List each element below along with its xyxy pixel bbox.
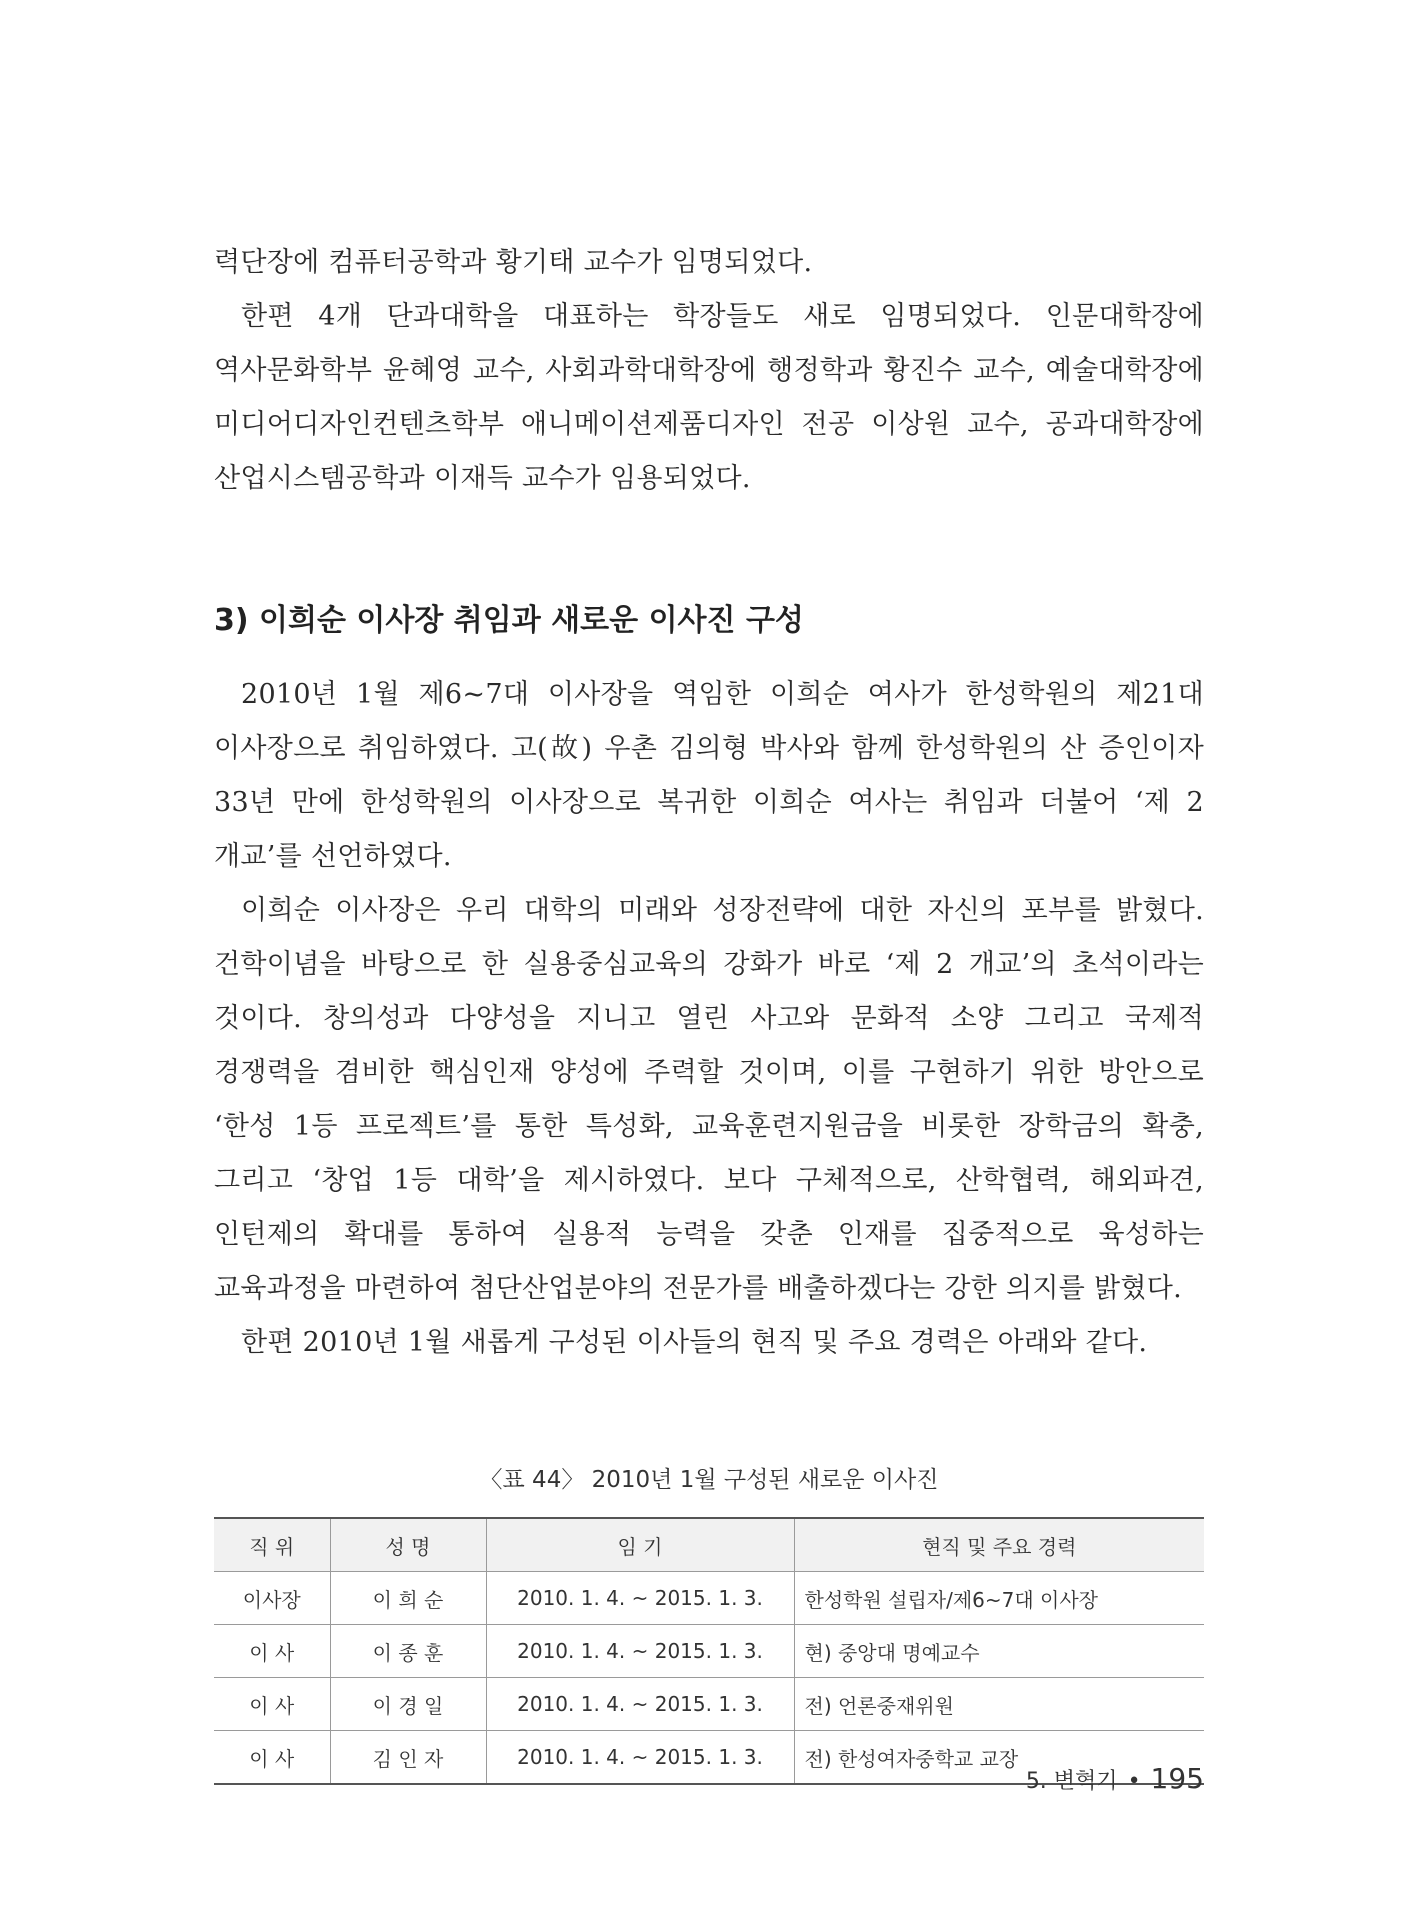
body-paragraph: 한편 4개 단과대학을 대표하는 학장들도 새로 임명되었다. 인문대학장에 역사문화학부 윤혜영 교수, 사회과학대학장에 행정학과 황진수 교수, 예술대학장에 미디어디자인컨텐츠학부 애니메이션제품디자인 전공 이상원 교수, 공과대학장에 산업시스템공학과 이재득 교수가 임용되었다.	[214, 301, 1204, 494]
board-members-table	[214, 1517, 1204, 1785]
page-body	[214, 236, 1204, 1785]
cell-position: 이 사	[214, 1625, 330, 1678]
cell-career: 전) 한성여자중학교 교장	[794, 1731, 1204, 1785]
section-heading: 3) 이희순 이사장 취임과 새로운 이사진 구성	[214, 603, 804, 638]
body-paragraph: 2010년 1월 제6~7대 이사장을 역임한 이희순 여사가 한성학원의 제21대 이사장으로 취임하였다. 고(故) 우촌 김의형 박사와 함께 한성학원의 산 증인이자 33년 만에 한성학원의 이사장으로 복귀한 이희순 여사는 취임과 더불어 ‘제 2 개교’를 선언하였다.	[214, 679, 1204, 872]
table-caption: 〈표 44〉 2010년 1월 구성된 새로운 이사진	[479, 1467, 939, 1493]
cell-career: 현) 중앙대 명예교수	[794, 1625, 1204, 1678]
header-term: 임 기	[486, 1518, 794, 1572]
cell-name: 이 경 일	[330, 1678, 486, 1731]
cell-name: 김 인 자	[330, 1731, 486, 1785]
cell-position: 이 사	[214, 1678, 330, 1731]
table-row	[214, 1572, 1204, 1625]
cell-name: 이 종 훈	[330, 1625, 486, 1678]
cell-term: 2010. 1. 4. ~ 2015. 1. 3.	[486, 1678, 794, 1731]
header-position: 직 위	[214, 1518, 330, 1572]
cell-term: 2010. 1. 4. ~ 2015. 1. 3.	[486, 1572, 794, 1625]
table-header-row	[214, 1518, 1204, 1572]
page-footer	[1026, 1762, 1204, 1795]
header-career: 현직 및 주요 경력	[794, 1518, 1204, 1572]
page-number: 195	[1150, 1762, 1204, 1795]
cell-name: 이 희 순	[330, 1572, 486, 1625]
cell-career: 전) 언론중재위원	[794, 1678, 1204, 1731]
cell-term: 2010. 1. 4. ~ 2015. 1. 3.	[486, 1625, 794, 1678]
cell-term: 2010. 1. 4. ~ 2015. 1. 3.	[486, 1731, 794, 1785]
table-row	[214, 1625, 1204, 1678]
body-paragraph: 력단장에 컴퓨터공학과 황기태 교수가 임명되었다.	[214, 247, 813, 278]
cell-position: 이 사	[214, 1731, 330, 1785]
table-row	[214, 1678, 1204, 1731]
cell-career: 한성학원 설립자/제6~7대 이사장	[794, 1572, 1204, 1625]
body-paragraph: 한편 2010년 1월 새롭게 구성된 이사들의 현직 및 주요 경력은 아래와 같다.	[241, 1327, 1148, 1358]
header-name: 성 명	[330, 1518, 486, 1572]
chapter-label: 5. 변혁기	[1025, 1769, 1118, 1794]
bullet-separator: •	[1127, 1769, 1141, 1794]
body-paragraph: 이희순 이사장은 우리 대학의 미래와 성장전략에 대한 자신의 포부를 밝혔다. 건학이념을 바탕으로 한 실용중심교육의 강화가 바로 ‘제 2 개교’의 초석이라는 것이다. 창의성과 다양성을 지니고 열린 사고와 문화적 소양 그리고 국제적 경쟁력을 겸비한 핵심인재 양성에 주력할 것이며, 이를 구현하기 위한 방안으로 ‘한성 1등 프로젝트’를 통한 특성화, 교육훈련지원금을 비롯한 장학금의 확충, 그리고 ‘창업 1등 대학’을 제시하였다. 보다 구체적으로, 산학협력, 해외파견, 인턴제의 확대를 통하여 실용적 능력을 갖춘 인재를 집중적으로 육성하는 교육과정을 마련하여 첨단산업분야의 전문가를 배출하겠다는 강한 의지를 밝혔다.	[214, 895, 1204, 1304]
cell-position: 이사장	[214, 1572, 330, 1625]
